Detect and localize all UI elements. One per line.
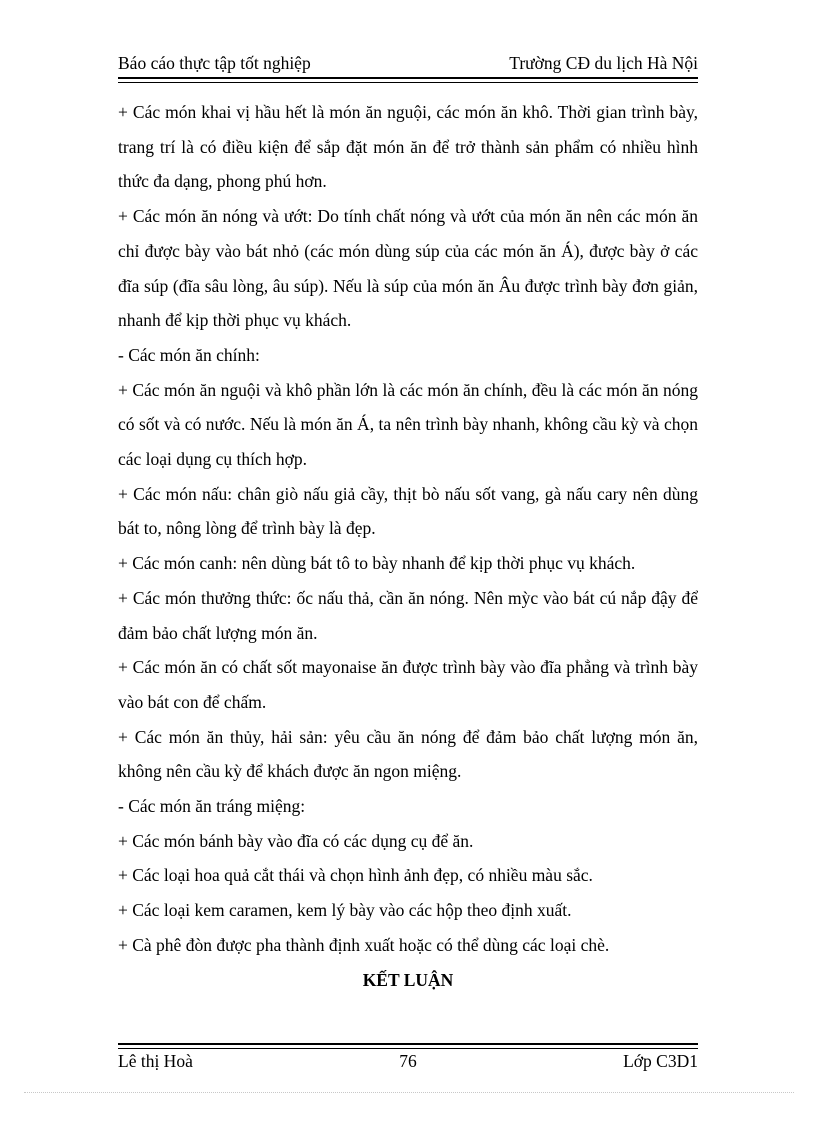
footer-rule-thin — [118, 1048, 698, 1049]
header-school-name: Trường CĐ du lịch Hà Nội — [509, 53, 698, 73]
paragraph: + Cà phê đòn được pha thành định xuất hoặc có thể dùng các loại chè. — [118, 934, 610, 955]
page-body — [118, 95, 698, 997]
footer-class: Lớp C3D1 — [623, 1051, 698, 1071]
paragraph: + Các món ăn có chất sốt mayonaise ăn được trình bày vào đĩa phẳng và trình bày vào bát con để chấm. — [118, 657, 698, 712]
paragraph: + Các món bánh bày vào đĩa có các dụng cụ để ăn. — [118, 830, 474, 851]
paragraph: + Các loại hoa quả cắt thái và chọn hình ảnh đẹp, có nhiều màu sắc. — [118, 865, 593, 886]
subheading: - Các món ăn chính: — [118, 344, 260, 365]
page-bottom-edge — [24, 1092, 794, 1093]
paragraph: + Các món thưởng thức: ốc nấu thả, cần ăn nóng. Nên mỳc vào bát cú nắp đậy để đảm bảo chất lượng món ăn. — [118, 587, 698, 643]
paragraph: + Các món nấu: chân giò nấu giả cầy, thịt bò nấu sốt vang, gà nấu cary nên dùng bát to, nông lòng để trình bày là đẹp. — [118, 483, 698, 539]
paragraph: + Các món khai vị hầu hết là món ăn nguội, các món ăn khô. Thời gian trình bày, trang trí là có điều kiện để sắp đặt món ăn để trở thành sản phẩm có nhiều hình thức đa dạng, phong phú hơn. — [118, 102, 698, 192]
header-rule-thin — [118, 82, 698, 83]
page-footer — [118, 1050, 698, 1074]
paragraph: + Các món canh: nên dùng bát tô to bày nhanh để kịp thời phục vụ khách. — [118, 553, 636, 574]
section-title: KẾT LUẬN — [362, 969, 454, 990]
paragraph: + Các loại kem caramen, kem lý bày vào các hộp theo định xuất. — [118, 900, 572, 921]
subheading: - Các món ăn tráng miệng: — [118, 796, 306, 817]
paragraph: + Các món ăn thủy, hải sản: yêu cầu ăn nóng để đảm bảo chất lượng món ăn, không nên cầu kỳ để khách được ăn ngon miệng. — [118, 726, 698, 782]
header-report-title: Báo cáo thực tập tốt nghiệp — [118, 53, 311, 73]
footer-author: Lê thị Hoà — [118, 1051, 193, 1071]
header-rule-thick — [118, 77, 698, 79]
page-header — [118, 52, 698, 78]
paragraph: + Các món ăn nguội và khô phần lớn là các món ăn chính, đều là các món ăn nóng có sốt và có nước. Nếu là món ăn Á, ta nên trình bày nhanh, không cầu kỳ và chọn các loại dụng cụ thích hợp. — [118, 379, 698, 470]
page-number: 76 — [399, 1051, 417, 1071]
footer-rule-thick — [118, 1043, 698, 1045]
paragraph: + Các món ăn nóng và ướt: Do tính chất nóng và ướt của món ăn nên các món ăn chỉ được bày vào bát nhỏ (các món dùng súp của các món ăn Á), được bày ở các đĩa súp (đĩa sâu lòng, âu súp). Nếu là súp của món ăn Âu được trình bày đơn giản, nhanh để kịp thời phục vụ khách. — [118, 206, 698, 331]
